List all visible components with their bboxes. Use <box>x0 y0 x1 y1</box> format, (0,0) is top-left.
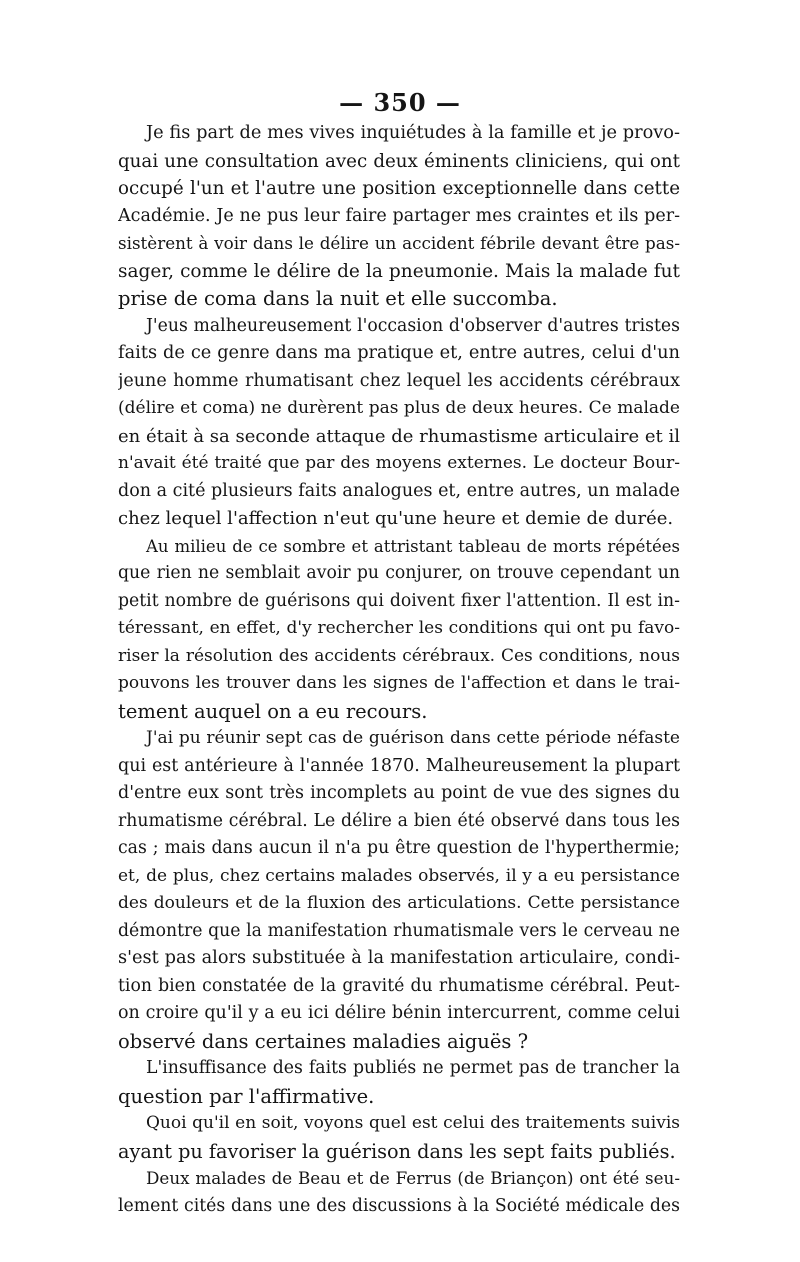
text-line: question par l'affirmative. <box>118 1084 375 1108</box>
text-line: sager, comme le délire de la pneumonie. Mais la malade fut <box>118 260 680 282</box>
text-line: jeune homme rhumatisant chez lequel les accidents cérébraux <box>118 370 680 391</box>
text-line: Au milieu de ce sombre et attristant tableau de morts répétées <box>146 536 680 556</box>
text-line: don a cité plusieurs faits analogues et, entre autres, un malade <box>118 480 680 501</box>
text-line: lement cités dans une des discussions à la Société médicale des <box>118 1195 680 1216</box>
text-line: tion bien constatée de la gravité du rhumatisme cérébral. Peut- <box>118 975 680 996</box>
text-line: n'avait été traité que par des moyens externes. Le docteur Bour- <box>118 453 680 473</box>
text-line: d'entre eux sont très incomplets au point de vue des signes du <box>118 783 680 803</box>
text-line: riser la résolution des accidents cérébraux. Ces conditions, nous <box>118 645 680 666</box>
text-line: (délire et coma) ne durèrent pas plus de deux heures. Ce malade <box>118 398 680 418</box>
text-line: cas ; mais dans aucun il n'a pu être question de l'hyperthermie; <box>118 838 680 858</box>
text-line: on croire qu'il y a eu ici délire bénin intercurrent, comme celui <box>118 1003 680 1023</box>
text-line: pouvons les trouver dans les signes de l'affection et dans le trai- <box>118 673 680 693</box>
text-line: téressant, en effet, d'y rechercher les conditions qui ont pu favo- <box>118 618 680 638</box>
text-line: Je fis part de mes vives inquiétudes à la famille et je provo- <box>146 123 680 143</box>
text-line: Académie. Je ne pus leur faire partager mes craintes et ils per- <box>118 205 680 226</box>
text-line: observé dans certaines maladies aiguës ? <box>118 1029 529 1053</box>
text-line: rhumatisme cérébral. Le délire a bien été observé dans tous les <box>118 810 680 831</box>
page-number: — 350 — <box>339 88 461 117</box>
text-line: et, de plus, chez certains malades observés, il y a eu persistance <box>118 865 680 886</box>
text-line: occupé l'un et l'autre une position exceptionnelle dans cette <box>118 178 680 199</box>
text-line: sistèrent à voir dans le délire un accident fébrile devant être pas- <box>118 233 680 253</box>
text-line: démontre que la manifestation rhumatismale vers le cerveau ne <box>118 920 680 941</box>
text-line: petit nombre de guérisons qui doivent fixer l'attention. Il est in- <box>118 590 680 611</box>
text-line: Deux malades de Beau et de Ferrus (de Briançon) ont été seu- <box>146 1168 680 1188</box>
text-line: prise de coma dans la nuit et elle succomba. <box>118 287 558 310</box>
text-line: quai une consultation avec deux éminents cliniciens, qui ont <box>118 150 680 172</box>
text-line: des douleurs et de la fluxion des articulations. Cette persistance <box>118 893 680 913</box>
text-line: J'eus malheureusement l'occasion d'observer d'autres tristes <box>146 315 680 336</box>
text-line: J'ai pu réunir sept cas de guérison dans cette période néfaste <box>146 728 680 748</box>
text-line: chez lequel l'affection n'eut qu'une heure et demie de durée. <box>118 508 674 529</box>
text-line: Quoi qu'il en soit, voyons quel est celui des traitements suivis <box>146 1113 680 1133</box>
text-line: ayant pu favoriser la guérison dans les sept faits publiés. <box>118 1139 676 1163</box>
text-line: faits de ce genre dans ma pratique et, entre autres, celui d'un <box>118 343 680 363</box>
text-line: que rien ne semblait avoir pu conjurer, on trouve cependant un <box>118 563 680 583</box>
text-line: en était à sa seconde attaque de rhumastisme articulaire et il <box>118 425 680 447</box>
text-line: tement auquel on a eu recours. <box>118 699 428 723</box>
body-text <box>118 120 680 1220</box>
text-line: L'insuffisance des faits publiés ne permet pas de trancher la <box>146 1058 680 1078</box>
text-line: qui est antérieure à l'année 1870. Malheureusement la plupart <box>118 755 680 776</box>
text-line: s'est pas alors substituée à la manifestation articulaire, condi- <box>118 948 680 968</box>
